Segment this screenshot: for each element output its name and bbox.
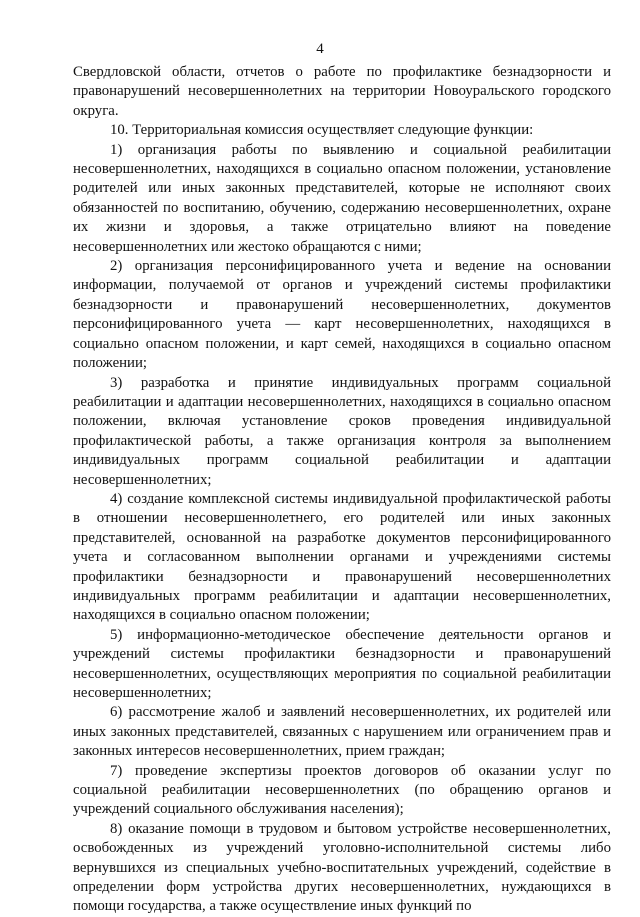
paragraph-item-6: 6) рассмотрение жалоб и заявлений несовершеннолетних, их родителей или иных законных представителей, связанных с нарушением или ограничением прав и законных интересов несовершеннолетних, прием граждан;: [73, 704, 611, 760]
paragraph-item-7: 7) проведение экспертизы проектов договоров об оказании услуг по социальной реабилитации несовершеннолетних (по обращению органов и учреждений социального обслуживания населения);: [73, 762, 611, 818]
document-body: [73, 63, 611, 917]
paragraph-item-4: 4) создание комплексной системы индивидуальной профилактической работы в отношении несовершеннолетнего, его родителей или иных законных представителей, основанной на разработке документов персонифицированного учета и согласованном выполнении органами и учреждениями системы профилактики безнадзорности и правонарушений несовершеннолетних индивидуальных программ реабилитации и адаптации несовершеннолетних, находящихся в социально опасном положении;: [73, 490, 611, 624]
paragraph-continuation: Свердловской области, отчетов о работе по профилактике безнадзорности и правонарушений несовершеннолетних на территории Новоуральского городского округа.: [73, 64, 611, 119]
paragraph-item-3: 3) разработка и принятие индивидуальных программ социальной реабилитации и адаптации несовершеннолетних, находящихся в социально опасном положении, включая установление сроков проведения индивидуальной профилактической работы, а также организация контроля за выполнением индивидуальных программ социальной реабилитации и адаптации несовершеннолетних;: [73, 374, 611, 488]
page-number: 4: [316, 41, 324, 57]
paragraph-item-5: 5) информационно-методическое обеспечение деятельности органов и учреждений системы профилактики безнадзорности и правонарушений несовершеннолетних, осуществляющих мероприятия по социальной реабилитации несовершеннолетних;: [73, 626, 611, 701]
paragraph-item-8: 8) оказание помощи в трудовом и бытовом устройстве несовершеннолетних, освобожденных из учреждений уголовно-исполнительной системы либо вернувшихся из специальных учебно-воспитательных учреждений, содействие в определении форм устройства других несовершеннолетних, нуждающихся в помощи государства, а также осуществление иных функций по: [73, 820, 611, 915]
paragraph-item-2: 2) организация персонифицированного учета и ведение на основании информации, получаемой от органов и учреждений системы профилактики безнадзорности и правонарушений несовершеннолетних, документов персонифицированного учета — карт несовершеннолетних, находящихся в социально опасном положении, и карт семей, находящихся в социально опасном положении;: [73, 258, 611, 372]
paragraph-section-10: 10. Территориальная комиссия осуществляет следующие функции:: [110, 122, 534, 139]
paragraph-item-1: 1) организация работы по выявлению и социальной реабилитации несовершеннолетних, находящихся в социально опасном положении, установление родителей или иных законных представителей, которые не исполняют своих обязанностей по воспитанию, обучению, содержанию несовершеннолетних, охране их жизни и здоровья, а также отрицательно влияют на поведение несовершеннолетних или жестоко обращаются с ними;: [73, 141, 611, 255]
